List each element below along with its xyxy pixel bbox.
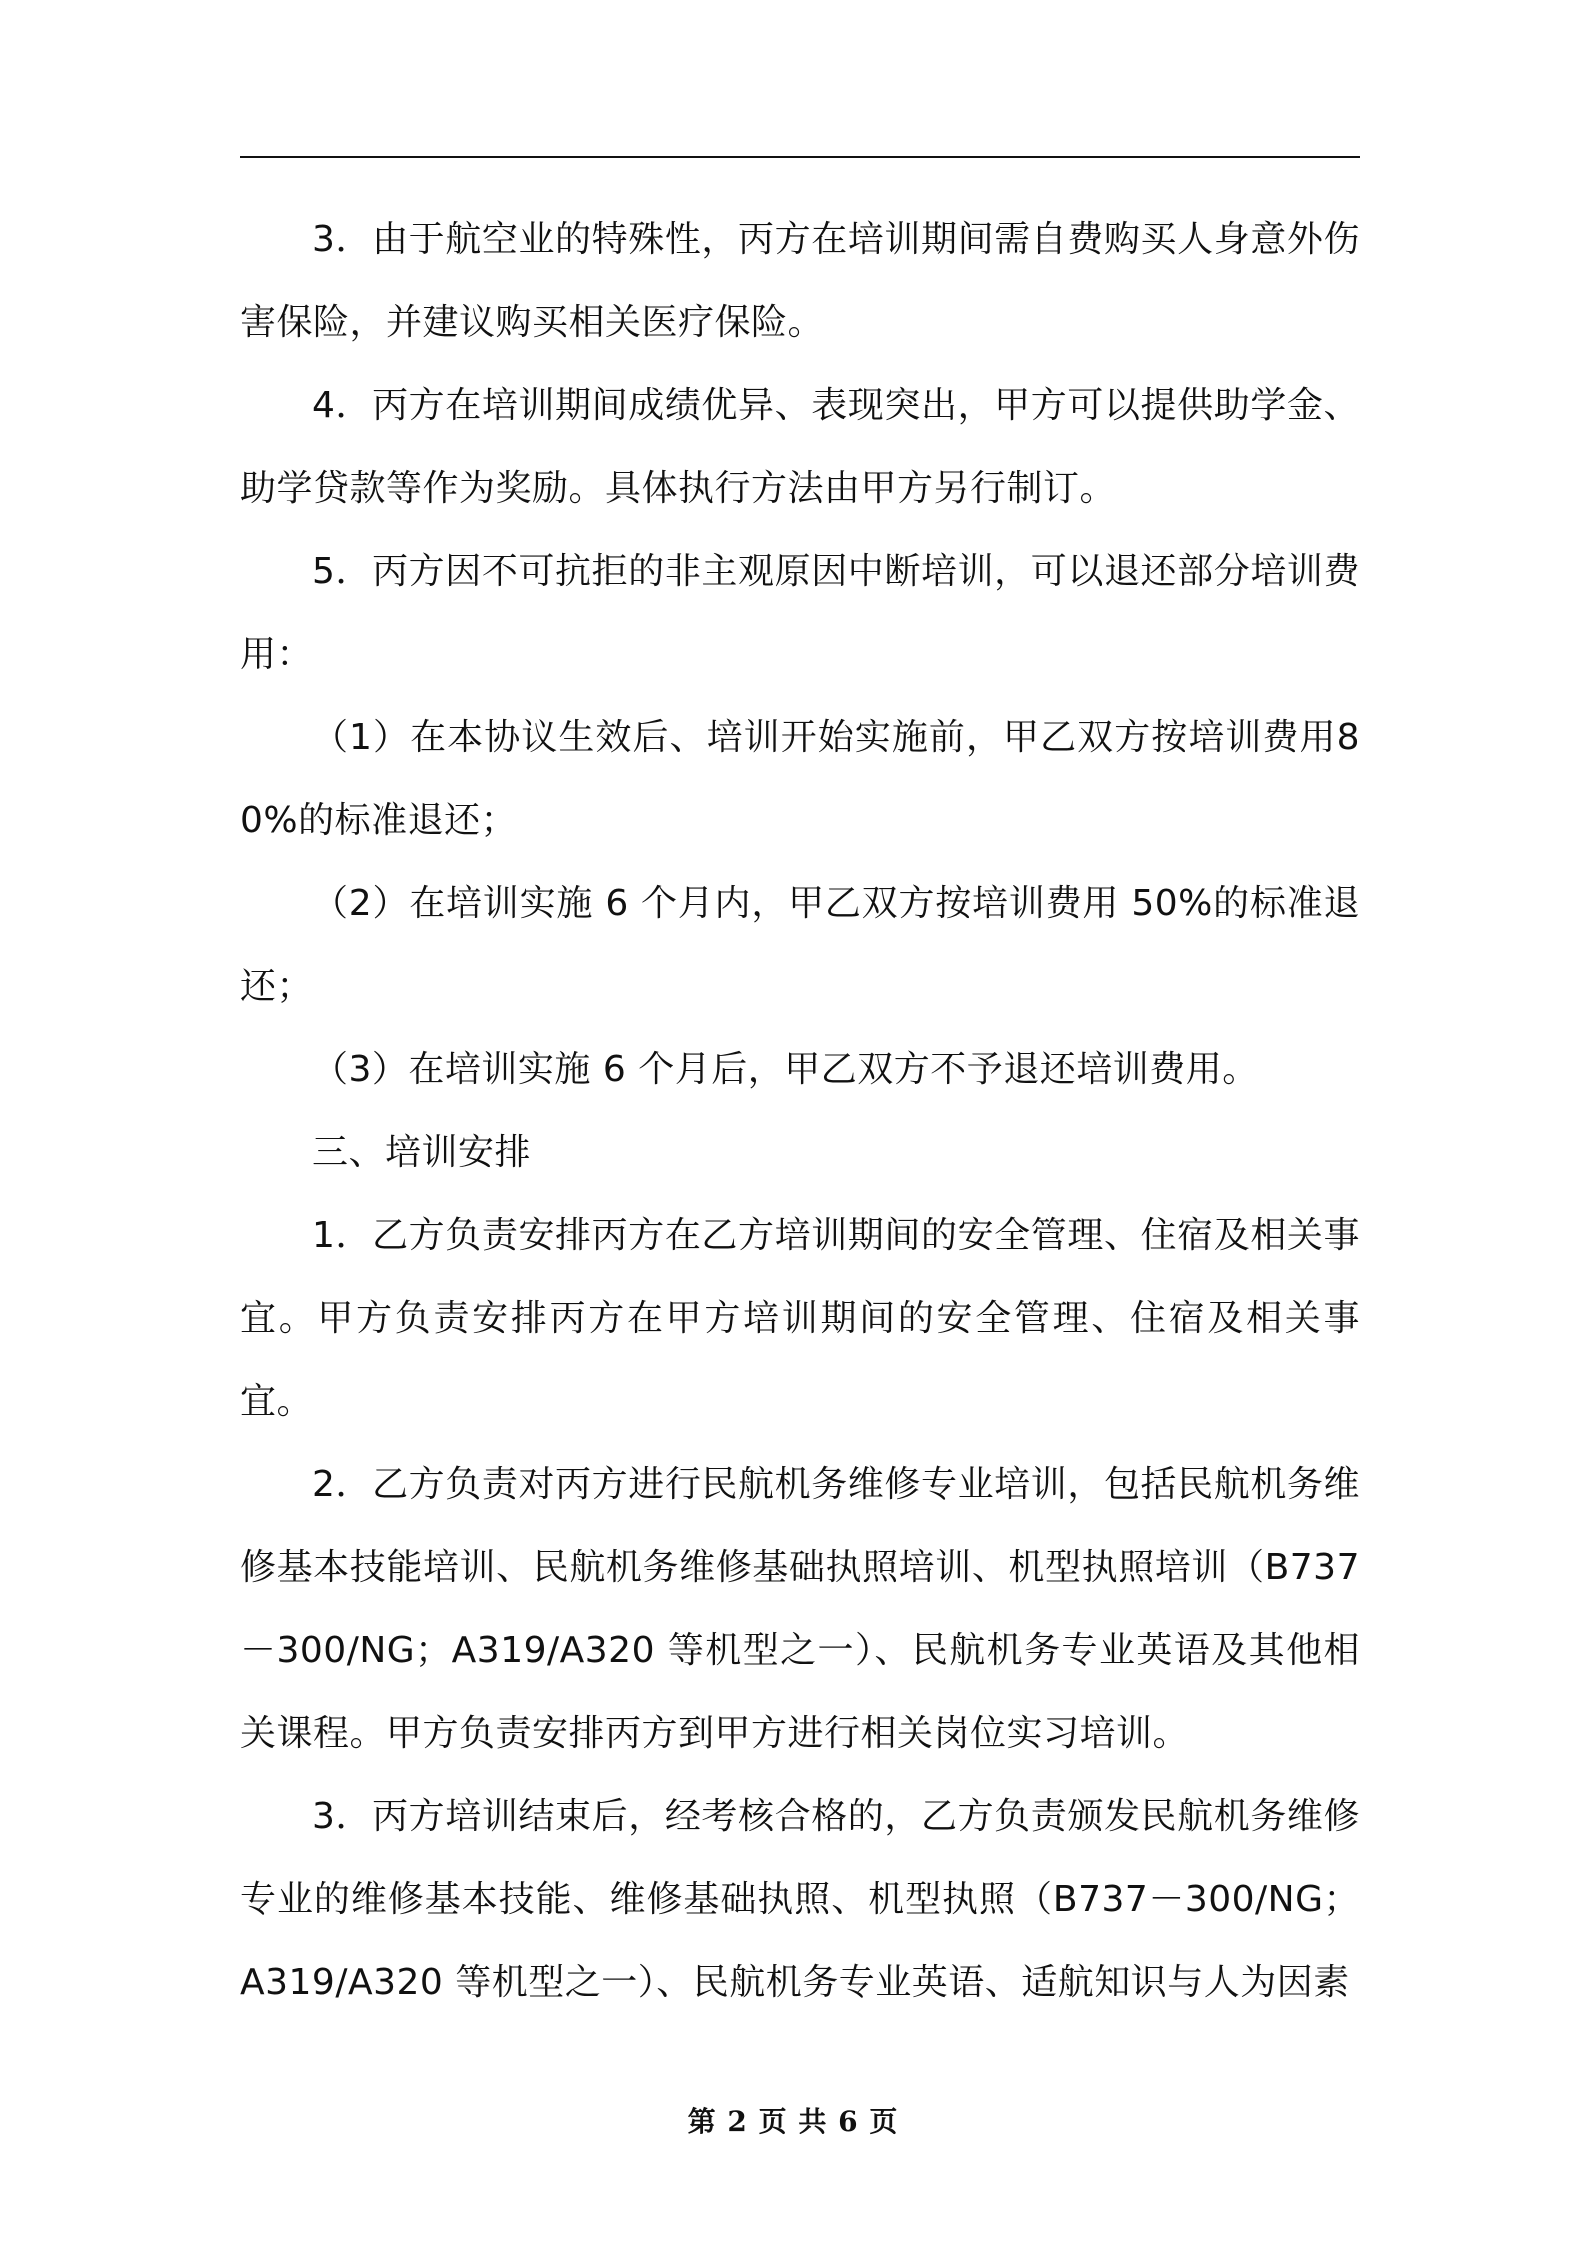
page-number: 第 2 页 共 6 页	[687, 2105, 899, 2138]
section-heading-training: 三、培训安排	[312, 1132, 532, 1173]
paragraph-insurance: 3．由于航空业的特殊性，丙方在培训期间需自费购买人身意外伤害保险，并建议购买相关医疗保险。	[240, 219, 1360, 343]
header-rule	[240, 156, 1360, 158]
paragraph-refund: 5．丙方因不可抗拒的非主观原因中断培训，可以退还部分培训费用：	[240, 551, 1360, 675]
document-body	[240, 198, 1360, 2024]
paragraph-refund-item-1: （1）在本协议生效后、培训开始实施前，甲乙双方按培训费用80%的标准退还；	[240, 717, 1360, 841]
paragraph-arrangement-3: 3．丙方培训结束后，经考核合格的，乙方负责颁发民航机务维修专业的维修基本技能、维修基础执照、机型执照（B737－300/NG；A319/A320 等机型之一）、民航机务专业英语、适航知识与人为因素	[240, 1796, 1360, 2003]
paragraph-refund-item-2: （2）在培训实施 6 个月内，甲乙双方按培训费用 50%的标准退还；	[240, 883, 1360, 1007]
paragraph-arrangement-1: 1．乙方负责安排丙方在乙方培训期间的安全管理、住宿及相关事宜。甲方负责安排丙方在甲方培训期间的安全管理、住宿及相关事宜。	[240, 1215, 1360, 1422]
paragraph-refund-item-3: （3）在培训实施 6 个月后，甲乙双方不予退还培训费用。	[312, 1049, 1259, 1090]
paragraph-arrangement-2: 2．乙方负责对丙方进行民航机务维修专业培训，包括民航机务维修基本技能培训、民航机务维修基础执照培训、机型执照培训（B737－300/NG；A319/A320 等机型之一）、民航机务专业英语及其他相关课程。甲方负责安排丙方到甲方进行相关岗位实习培训。	[240, 1464, 1360, 1754]
paragraph-scholarship: 4．丙方在培训期间成绩优异、表现突出，甲方可以提供助学金、助学贷款等作为奖励。具体执行方法由甲方另行制订。	[240, 385, 1360, 509]
